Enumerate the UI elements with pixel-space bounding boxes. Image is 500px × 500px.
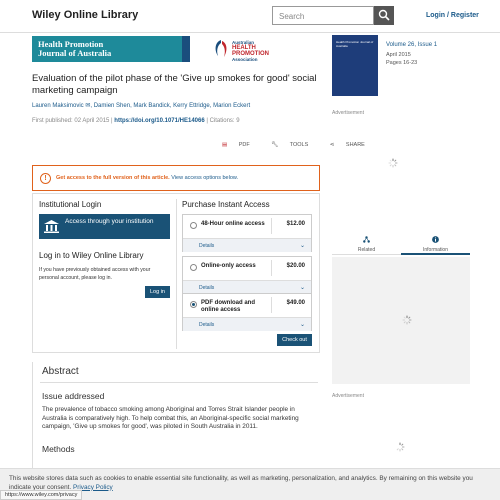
chevron-down-icon: ⌄ bbox=[299, 322, 305, 328]
search-button[interactable] bbox=[374, 6, 394, 25]
journal-banner-line2: Journal of Australia bbox=[38, 48, 112, 58]
alert-icon: ! bbox=[40, 173, 51, 184]
access-alert-text: Get access to the full version of this article. View access options below. bbox=[56, 175, 239, 181]
journal-banner-line1: Health Promotion bbox=[38, 39, 104, 49]
network-icon bbox=[363, 236, 370, 243]
cookie-text: This website stores data such as cookies to enable essential site functionality, as well as marketing, personalization, and analytics. By remaining on this website you indicate your consent. Privacy Policy bbox=[9, 475, 473, 491]
publication-info: First published: 02 April 2015 | https://doi.org/10.1071/HE14066 | Citations: 9 bbox=[32, 118, 240, 124]
site-brand[interactable]: Wiley Online Library bbox=[32, 9, 139, 21]
sidebar-tab-content bbox=[332, 257, 470, 384]
search-input[interactable]: Search bbox=[272, 6, 374, 25]
pdf-icon: ▤ bbox=[222, 142, 228, 148]
journal-banner[interactable] bbox=[32, 36, 190, 62]
sidebar-tabs bbox=[332, 233, 470, 255]
purchase-option[interactable] bbox=[182, 256, 312, 294]
article-title: Evaluation of the pilot phase of the 'Give up smokes for good' social marketing campaign bbox=[32, 73, 317, 96]
access-alert bbox=[32, 165, 320, 191]
issue-addressed-text: The prevalence of tobacco smoking among Aboriginal and Torres Strait Islander people in Australia is comparatively high. To help combat this, an Aboriginal-specific social marketing campaign, 'Give up smokes for good', was piloted in South Australia in 2011. bbox=[42, 406, 299, 430]
institution-icon bbox=[43, 219, 60, 234]
abstract-divider bbox=[40, 382, 318, 383]
advertisement-label: Advertisement bbox=[332, 110, 364, 116]
purchase-option[interactable] bbox=[182, 214, 312, 252]
wol-login-heading: Log in to Wiley Online Library bbox=[39, 251, 144, 260]
chevron-down-icon: ⌄ bbox=[299, 243, 305, 249]
option-details-toggle[interactable]: Details ⌄ bbox=[183, 238, 311, 252]
author-list[interactable]: Lauren Maksimovic ✉, Damien Shen, Mark Bandick, Kerry Ettridge, Marion Eckert bbox=[32, 103, 251, 109]
chevron-down-icon: ⌄ bbox=[299, 285, 305, 291]
top-bar bbox=[0, 0, 500, 33]
option-price: $49.00 bbox=[286, 300, 305, 306]
login-register-link[interactable]: Login / Register bbox=[426, 12, 479, 19]
wol-login-text: If you have previously obtained access with your personal account, please log in. bbox=[39, 267, 151, 281]
info-icon bbox=[432, 236, 439, 243]
purchase-heading: Purchase Instant Access bbox=[182, 200, 270, 209]
radio-button-selected[interactable] bbox=[190, 301, 197, 308]
view-access-options-link[interactable]: View access options below. bbox=[171, 175, 239, 181]
status-url: https://www.wiley.com/privacy bbox=[0, 490, 82, 500]
privacy-policy-link[interactable]: Privacy Policy bbox=[72, 483, 113, 491]
search-icon bbox=[378, 9, 390, 21]
cover-title: Health Promotion Journal of Australia bbox=[336, 40, 374, 48]
banner-stripe bbox=[182, 36, 190, 62]
option-separator bbox=[271, 218, 272, 234]
issue-addressed-heading: Issue addressed bbox=[42, 391, 105, 401]
panel-divider bbox=[176, 199, 177, 349]
institutional-login-heading: Institutional Login bbox=[39, 200, 102, 209]
option-separator bbox=[271, 260, 272, 276]
share-icon: ⋖ bbox=[329, 142, 335, 148]
doi-link[interactable]: https://doi.org/10.1071/HE14066 bbox=[114, 118, 205, 124]
journal-cover[interactable] bbox=[332, 35, 378, 96]
society-logo-mark bbox=[212, 38, 230, 60]
advertisement-label: Advertisement bbox=[332, 393, 364, 399]
tab-related[interactable]: Related bbox=[332, 233, 401, 255]
issue-date: April 2015 bbox=[386, 52, 411, 58]
issue-pages: Pages 16-23 bbox=[386, 60, 418, 66]
checkout-button[interactable]: Check out bbox=[277, 334, 312, 346]
society-logo[interactable] bbox=[212, 38, 278, 62]
first-published: First published: 02 April 2015 bbox=[32, 118, 110, 124]
volume-issue-link[interactable]: Volume 26, Issue 1 bbox=[386, 42, 438, 48]
article-tools bbox=[222, 142, 385, 148]
tools-button[interactable]: 🔧︎ TOOLS bbox=[271, 142, 309, 148]
login-button[interactable]: Log in bbox=[145, 286, 170, 298]
loading-spinner-icon bbox=[402, 315, 412, 325]
option-label: PDF download and online access bbox=[201, 300, 255, 313]
loading-spinner-icon bbox=[388, 158, 398, 168]
radio-button[interactable] bbox=[190, 222, 197, 229]
purchase-option[interactable] bbox=[182, 293, 312, 331]
loading-spinner-icon bbox=[395, 442, 405, 452]
tab-information[interactable]: Information bbox=[401, 233, 470, 255]
option-separator bbox=[271, 297, 272, 313]
option-details-toggle[interactable]: Details ⌄ bbox=[183, 317, 311, 331]
institution-access-button[interactable] bbox=[39, 214, 170, 239]
pdf-button[interactable]: ▤ PDF bbox=[222, 142, 250, 148]
option-label: Online-only access bbox=[201, 263, 256, 269]
society-logo-text: Australian HEALTH PROMOTION Association bbox=[232, 40, 269, 62]
option-price: $12.00 bbox=[286, 221, 305, 227]
citations-count[interactable]: Citations: 9 bbox=[209, 118, 240, 124]
option-label: 48-Hour online access bbox=[201, 221, 265, 227]
abstract-heading: Abstract bbox=[42, 366, 79, 377]
option-details-toggle[interactable]: Details ⌄ bbox=[183, 280, 311, 294]
methods-heading: Methods bbox=[42, 444, 75, 454]
option-price: $20.00 bbox=[286, 263, 305, 269]
radio-button[interactable] bbox=[190, 264, 197, 271]
institution-access-label: Access through your institution bbox=[65, 218, 154, 225]
share-button[interactable]: ⋖ SHARE bbox=[329, 142, 365, 148]
wrench-icon: 🔧︎ bbox=[271, 142, 279, 148]
